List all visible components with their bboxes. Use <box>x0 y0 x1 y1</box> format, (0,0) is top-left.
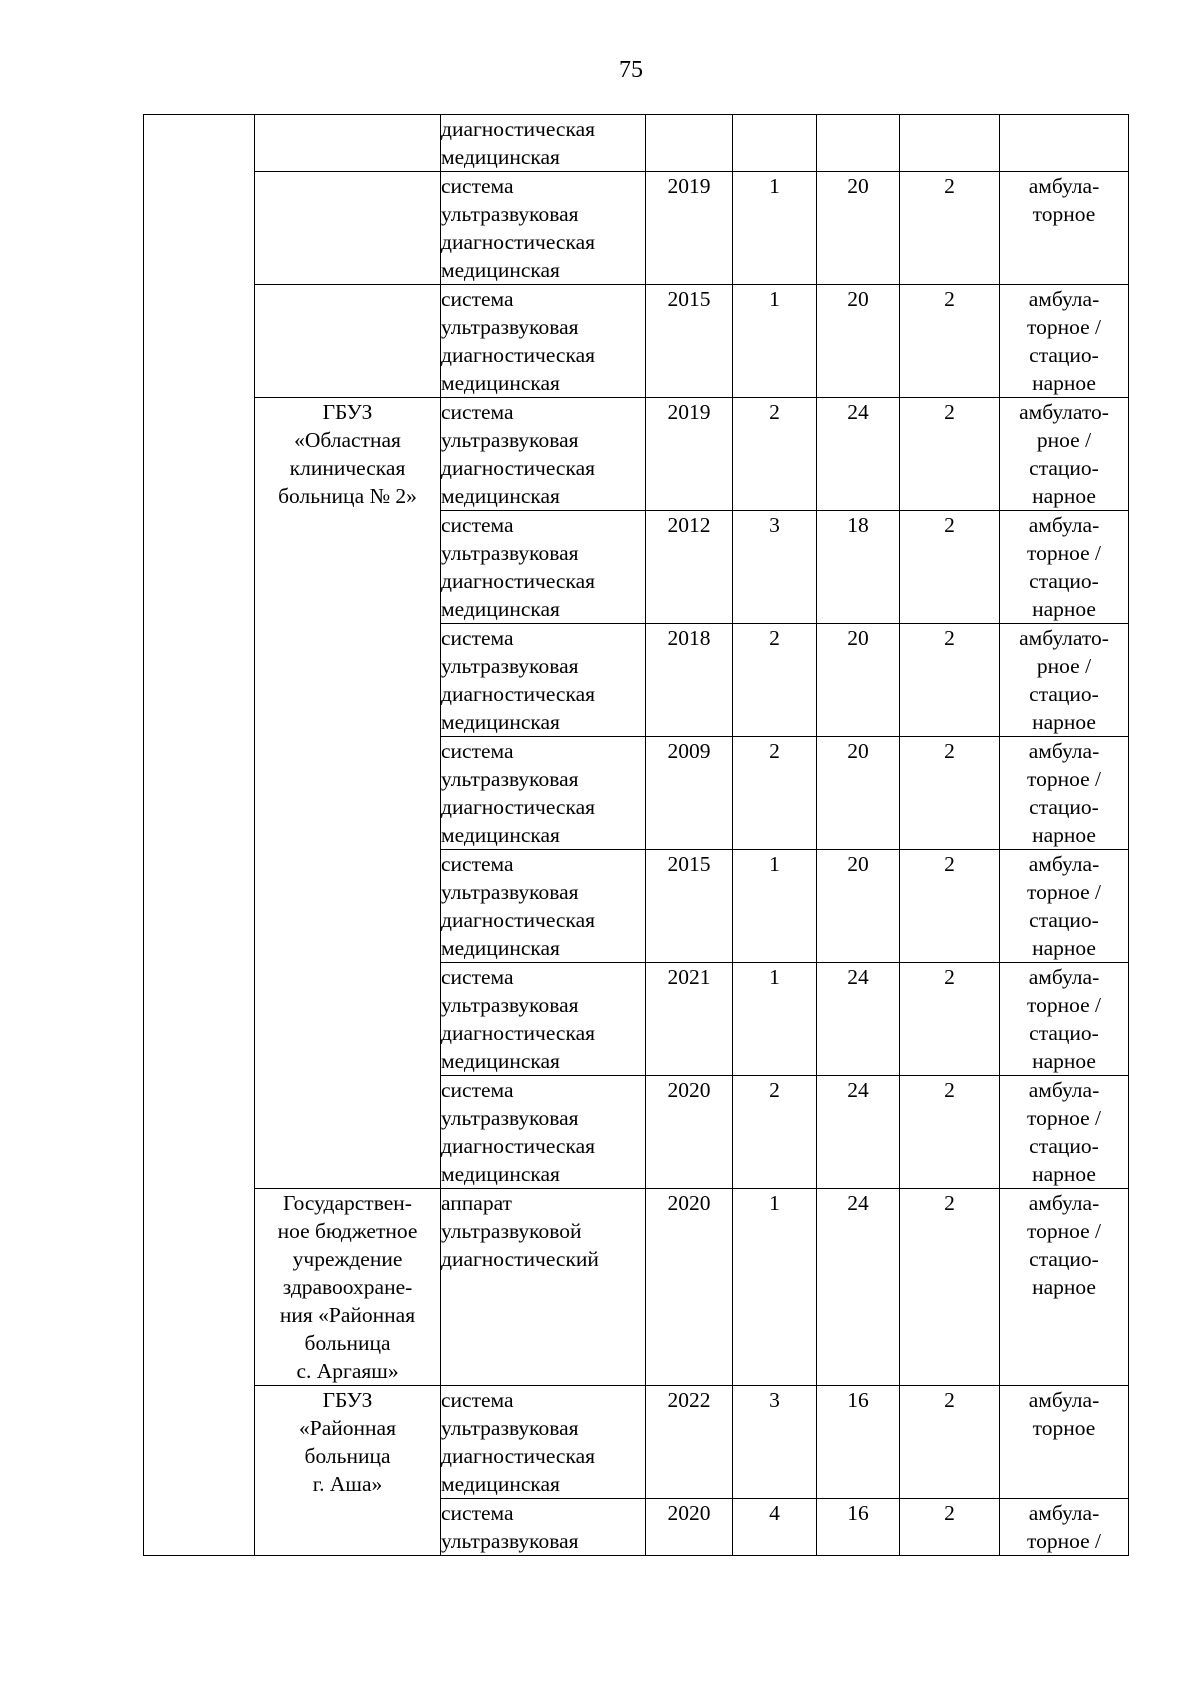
equipment-name-cell <box>441 963 646 1076</box>
year-cell: 2018 <box>646 624 733 737</box>
region-cell <box>144 115 255 1556</box>
cell-line: амбула- <box>1028 1191 1100 1215</box>
cell-line: аппарат <box>441 1191 512 1215</box>
table-row <box>144 115 1129 172</box>
cell-line: система <box>441 1078 514 1102</box>
cell-line: стацио- <box>1029 1021 1099 1045</box>
cell-line: с. Аргаяш» <box>296 1359 399 1383</box>
year-cell: 2020 <box>646 1499 733 1556</box>
cell-line: г. Аша» <box>312 1472 383 1496</box>
cell-line: стацио- <box>1029 1247 1099 1271</box>
quantity-cell: 2 <box>733 624 817 737</box>
count-cell: 2 <box>900 850 1000 963</box>
quantity-cell: 1 <box>733 285 817 398</box>
year-cell: 2021 <box>646 963 733 1076</box>
cell-line: диагностическая <box>441 1444 596 1468</box>
cell-line: Государствен- <box>283 1191 412 1215</box>
care-type-cell <box>1000 624 1129 737</box>
value-cell: 16 <box>817 1499 900 1556</box>
cell-line: здравоохране- <box>282 1275 413 1299</box>
cell-line: нарное <box>1032 371 1096 395</box>
cell-line: диагностическая <box>441 908 596 932</box>
care-type-cell <box>1000 1076 1129 1189</box>
value-cell: 20 <box>817 737 900 850</box>
organization-cell <box>255 398 441 1189</box>
cell-line: ультразвуковая <box>441 202 579 226</box>
cell-line: амбула- <box>1028 287 1100 311</box>
cell-line: система <box>441 965 514 989</box>
cell-line: амбула- <box>1028 1501 1100 1525</box>
cell-line: торное / <box>1026 880 1102 904</box>
cell-line: торное / <box>1026 1106 1102 1130</box>
cell-line: система <box>441 1501 514 1525</box>
organization-cell <box>255 285 441 398</box>
table-row <box>144 172 1129 285</box>
organization-cell <box>255 172 441 285</box>
year-cell: 2019 <box>646 172 733 285</box>
year-cell <box>646 115 733 172</box>
cell-line: система <box>441 852 514 876</box>
cell-line: медицинская <box>441 936 560 960</box>
cell-line: медицинская <box>441 823 560 847</box>
cell-line: ультразвуковая <box>441 1529 579 1553</box>
cell-line: медицинская <box>441 258 560 282</box>
cell-line: ультразвуковая <box>441 541 579 565</box>
cell-line: диагностическая <box>441 230 596 254</box>
cell-line: амбула- <box>1028 513 1100 537</box>
cell-line: больница <box>304 1331 391 1355</box>
care-type-cell <box>1000 285 1129 398</box>
value-cell: 24 <box>817 1189 900 1386</box>
equipment-name-cell <box>441 624 646 737</box>
count-cell: 2 <box>900 511 1000 624</box>
cell-line: амбула- <box>1028 1388 1100 1412</box>
count-cell: 2 <box>900 1076 1000 1189</box>
cell-line: ультразвуковая <box>441 1416 579 1440</box>
cell-line: амбула- <box>1028 1078 1100 1102</box>
cell-line: ное бюджетное <box>277 1219 418 1243</box>
cell-line: учреждение <box>292 1247 403 1271</box>
cell-line: ультразвуковая <box>441 1106 579 1130</box>
count-cell: 2 <box>900 398 1000 511</box>
cell-line: стацио- <box>1029 569 1099 593</box>
cell-line: стацио- <box>1029 795 1099 819</box>
organization-cell <box>255 1386 441 1556</box>
year-cell: 2015 <box>646 850 733 963</box>
equipment-name-cell <box>441 115 646 172</box>
cell-line: стацио- <box>1029 682 1099 706</box>
equipment-name-cell <box>441 398 646 511</box>
count-cell: 2 <box>900 963 1000 1076</box>
quantity-cell: 1 <box>733 850 817 963</box>
cell-line: ультразвуковая <box>441 880 579 904</box>
care-type-cell <box>1000 1386 1129 1499</box>
cell-line: диагностическая <box>441 456 596 480</box>
equipment-name-cell <box>441 172 646 285</box>
cell-line: нарное <box>1032 484 1096 508</box>
quantity-cell: 1 <box>733 172 817 285</box>
organization-cell <box>255 115 441 172</box>
cell-line: рное / <box>1036 428 1092 452</box>
quantity-cell: 2 <box>733 398 817 511</box>
cell-line: амбула- <box>1028 174 1100 198</box>
cell-line: торное <box>1032 202 1096 226</box>
cell-line: амбула- <box>1028 852 1100 876</box>
equipment-name-cell <box>441 1386 646 1499</box>
cell-line: торное <box>1032 1416 1096 1440</box>
year-cell: 2009 <box>646 737 733 850</box>
cell-line: ультразвуковая <box>441 315 579 339</box>
quantity-cell <box>733 115 817 172</box>
cell-line: стацио- <box>1029 1134 1099 1158</box>
cell-line: нарное <box>1032 1049 1096 1073</box>
table-row <box>144 1189 1129 1386</box>
count-cell: 2 <box>900 172 1000 285</box>
value-cell: 16 <box>817 1386 900 1499</box>
count-cell: 2 <box>900 624 1000 737</box>
cell-line: система <box>441 174 514 198</box>
cell-line: медицинская <box>441 1472 560 1496</box>
value-cell <box>817 115 900 172</box>
cell-line: система <box>441 513 514 537</box>
cell-line: диагностическая <box>441 682 596 706</box>
cell-line: медицинская <box>441 597 560 621</box>
year-cell: 2020 <box>646 1189 733 1386</box>
care-type-cell <box>1000 737 1129 850</box>
value-cell: 20 <box>817 285 900 398</box>
page-number: 75 <box>619 57 643 83</box>
count-cell: 2 <box>900 285 1000 398</box>
cell-line: система <box>441 1388 514 1412</box>
cell-line: стацио- <box>1029 908 1099 932</box>
count-cell: 2 <box>900 1189 1000 1386</box>
quantity-cell: 2 <box>733 1076 817 1189</box>
cell-line: торное / <box>1026 993 1102 1017</box>
quantity-cell: 4 <box>733 1499 817 1556</box>
value-cell: 24 <box>817 398 900 511</box>
cell-line: медицинская <box>441 371 560 395</box>
quantity-cell: 3 <box>733 511 817 624</box>
cell-line: рное / <box>1036 654 1092 678</box>
table-row <box>144 285 1129 398</box>
cell-line: амбулато- <box>1019 626 1109 650</box>
care-type-cell <box>1000 511 1129 624</box>
value-cell: 20 <box>817 624 900 737</box>
cell-line: больница <box>304 1444 391 1468</box>
cell-line: медицинская <box>441 1162 560 1186</box>
cell-line: торное / <box>1026 1529 1102 1553</box>
care-type-cell <box>1000 850 1129 963</box>
cell-line: амбула- <box>1028 739 1100 763</box>
equipment-name-cell <box>441 1189 646 1386</box>
cell-line: диагностическая <box>441 343 596 367</box>
year-cell: 2022 <box>646 1386 733 1499</box>
cell-line: ГБУЗ <box>322 400 373 424</box>
equipment-name-cell <box>441 285 646 398</box>
table-body <box>144 115 1129 1556</box>
value-cell: 24 <box>817 963 900 1076</box>
equipment-name-cell <box>441 1499 646 1556</box>
value-cell: 20 <box>817 172 900 285</box>
cell-line: торное / <box>1026 541 1102 565</box>
quantity-cell: 1 <box>733 963 817 1076</box>
equipment-table <box>143 114 1129 1556</box>
cell-line: ультразвуковая <box>441 767 579 791</box>
cell-line: торное / <box>1026 1219 1102 1243</box>
cell-line: система <box>441 739 514 763</box>
cell-line: диагностическая <box>441 1134 596 1158</box>
count-cell <box>900 115 1000 172</box>
cell-line: система <box>441 287 514 311</box>
care-type-cell <box>1000 398 1129 511</box>
table-row <box>144 398 1129 511</box>
cell-line: стацио- <box>1029 456 1099 480</box>
cell-line: ультразвуковая <box>441 993 579 1017</box>
cell-line: ультразвуковая <box>441 428 579 452</box>
count-cell: 2 <box>900 1499 1000 1556</box>
cell-line: ультразвуковая <box>441 654 579 678</box>
equipment-name-cell <box>441 511 646 624</box>
cell-line: стацио- <box>1029 343 1099 367</box>
cell-line: медицинская <box>441 484 560 508</box>
cell-line: медицинская <box>441 1049 560 1073</box>
care-type-cell <box>1000 115 1129 172</box>
cell-line: медицинская <box>441 710 560 734</box>
count-cell: 2 <box>900 1386 1000 1499</box>
equipment-name-cell <box>441 1076 646 1189</box>
care-type-cell <box>1000 1499 1129 1556</box>
quantity-cell: 1 <box>733 1189 817 1386</box>
table-row <box>144 1386 1129 1499</box>
care-type-cell <box>1000 172 1129 285</box>
cell-line: нарное <box>1032 597 1096 621</box>
count-cell: 2 <box>900 737 1000 850</box>
organization-cell <box>255 1189 441 1386</box>
cell-line: диагностическая <box>441 117 596 141</box>
cell-line: клиническая <box>289 456 406 480</box>
year-cell: 2019 <box>646 398 733 511</box>
care-type-cell <box>1000 963 1129 1076</box>
value-cell: 20 <box>817 850 900 963</box>
year-cell: 2015 <box>646 285 733 398</box>
cell-line: амбула- <box>1028 965 1100 989</box>
cell-line: диагностическая <box>441 1021 596 1045</box>
cell-line: диагностическая <box>441 795 596 819</box>
cell-line: «Районная <box>299 1416 396 1440</box>
cell-line: нарное <box>1032 710 1096 734</box>
cell-line: ультразвуковой <box>441 1219 582 1243</box>
cell-line: нарное <box>1032 823 1096 847</box>
equipment-name-cell <box>441 737 646 850</box>
year-cell: 2012 <box>646 511 733 624</box>
equipment-name-cell <box>441 850 646 963</box>
cell-line: торное / <box>1026 315 1102 339</box>
cell-line: больница № 2» <box>278 484 417 508</box>
year-cell: 2020 <box>646 1076 733 1189</box>
cell-line: медицинская <box>441 145 560 169</box>
care-type-cell <box>1000 1189 1129 1386</box>
cell-line: система <box>441 400 514 424</box>
value-cell: 18 <box>817 511 900 624</box>
cell-line: диагностическая <box>441 569 596 593</box>
cell-line: амбулато- <box>1019 400 1109 424</box>
cell-line: нарное <box>1032 936 1096 960</box>
cell-line: система <box>441 626 514 650</box>
cell-line: нарное <box>1032 1275 1096 1299</box>
cell-line: нарное <box>1032 1162 1096 1186</box>
value-cell: 24 <box>817 1076 900 1189</box>
cell-line: ГБУЗ <box>322 1388 373 1412</box>
cell-line: ния «Районная <box>279 1303 416 1327</box>
cell-line: «Областная <box>294 428 401 452</box>
quantity-cell: 3 <box>733 1386 817 1499</box>
cell-line: диагностический <box>441 1247 599 1271</box>
quantity-cell: 2 <box>733 737 817 850</box>
cell-line: торное / <box>1026 767 1102 791</box>
